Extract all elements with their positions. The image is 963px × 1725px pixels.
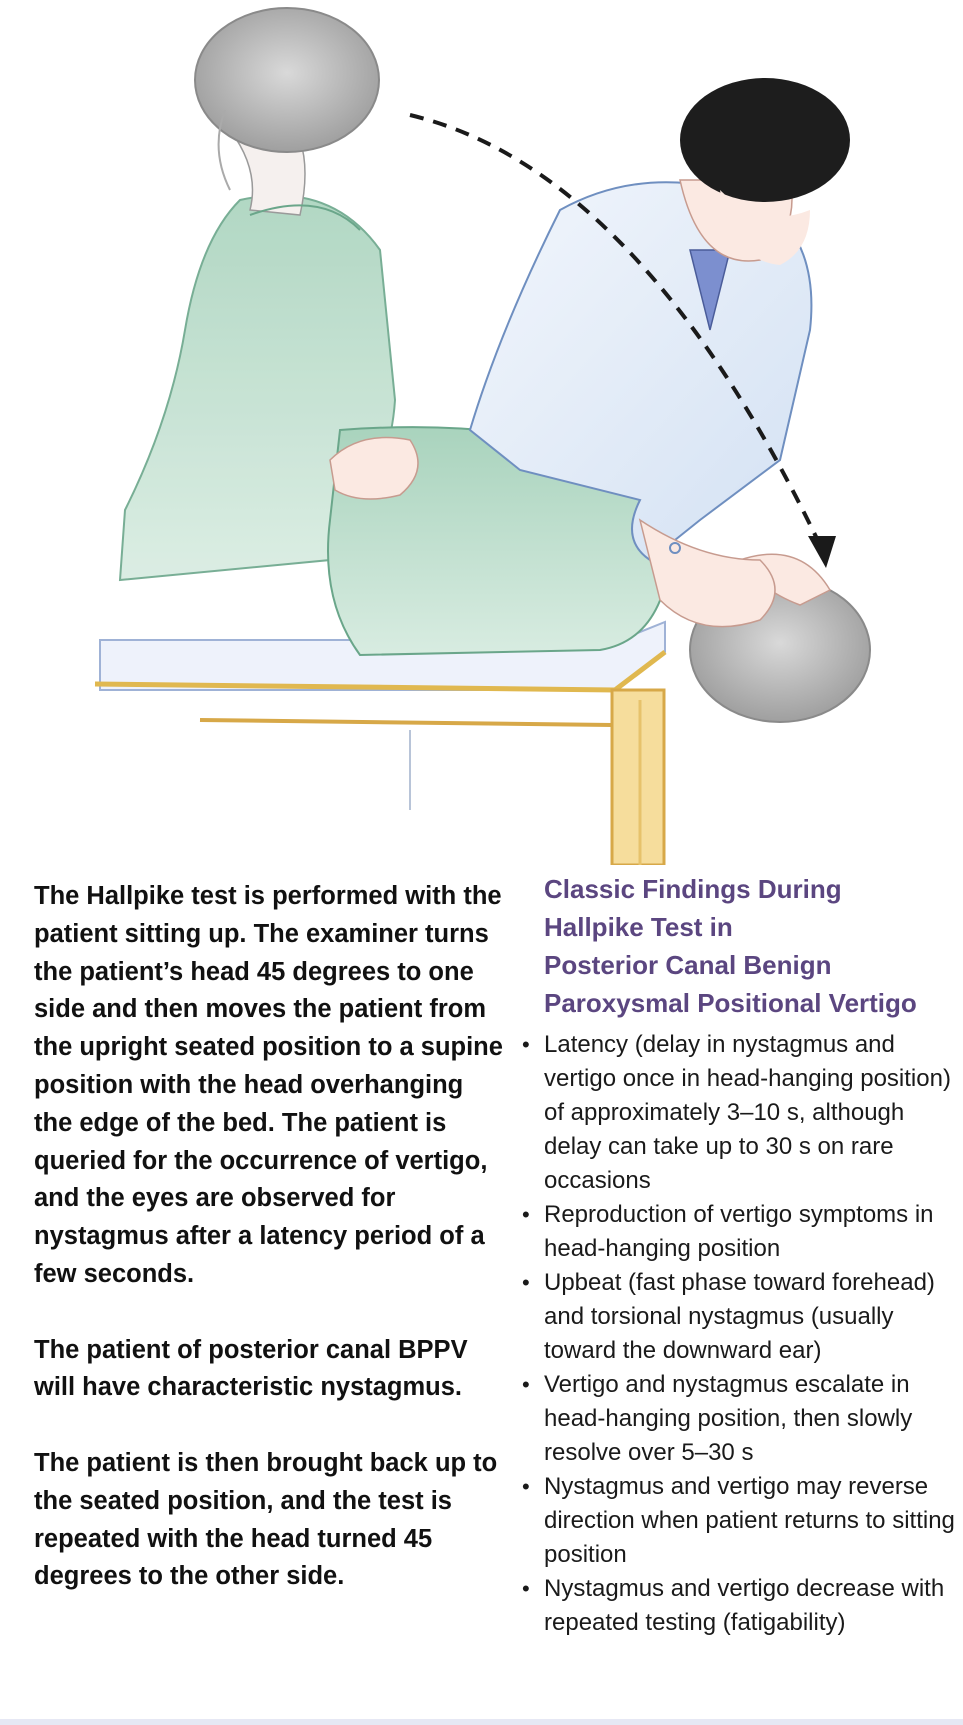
findings-list-item: • Reproduction of vertigo symptoms in head-hanging position <box>520 1198 960 1266</box>
description-paragraph-3: The patient is then brought back up to the seated position, and the test is repeated with the head turned 45 degrees to the other side. <box>34 1448 498 1591</box>
findings-title-line-1: Classic Findings During <box>544 874 842 904</box>
description-paragraph-1: The Hallpike test is performed with the patient sitting up. The examiner turns the patient’s head 45 degrees to one side and then moves the patient from the upright seated position to a supine position with the head overhanging the edge of the bed. The patient is queried for the occurrence of vertigo, and the eyes are observed for nystagmus after a latency period of a few seconds. <box>34 882 503 1288</box>
description-paragraph-2: The patient of posterior canal BPPV will have characteristic nystagmus. <box>34 1335 468 1402</box>
procedure-description <box>34 878 504 1634</box>
findings-title-line-4: Paroxysmal Positional Vertigo <box>544 988 917 1018</box>
findings-panel <box>520 870 960 1640</box>
bullet-icon: • <box>522 1202 530 1227</box>
findings-list-item: • Latency (delay in nystagmus and vertigo once in head-hanging position) of approximately 3–10 s, although delay can take up to 30 s on rare occasions <box>520 1028 960 1198</box>
findings-list <box>520 1028 960 1640</box>
bullet-icon: • <box>522 1270 530 1295</box>
bullet-icon: • <box>522 1474 530 1499</box>
bullet-icon: • <box>522 1576 530 1601</box>
bullet-icon: • <box>522 1372 530 1397</box>
findings-list-item: • Nystagmus and vertigo decrease with repeated testing (fatigability) <box>520 1572 960 1640</box>
findings-list-item: • Nystagmus and vertigo may reverse direction when patient returns to sitting position <box>520 1470 960 1572</box>
findings-list-item: • Upbeat (fast phase toward forehead) and torsional nystagmus (usually toward the downward ear) <box>520 1266 960 1368</box>
findings-title <box>544 870 960 1022</box>
findings-title-line-3: Posterior Canal Benign <box>544 950 832 980</box>
findings-title-line-2: Hallpike Test in <box>544 912 733 942</box>
bottom-divider <box>0 1719 963 1725</box>
exam-table <box>95 622 665 865</box>
findings-list-item: • Vertigo and nystagmus escalate in head-hanging position, then slowly resolve over 5–30 s <box>520 1368 960 1470</box>
bullet-icon: • <box>522 1032 530 1057</box>
